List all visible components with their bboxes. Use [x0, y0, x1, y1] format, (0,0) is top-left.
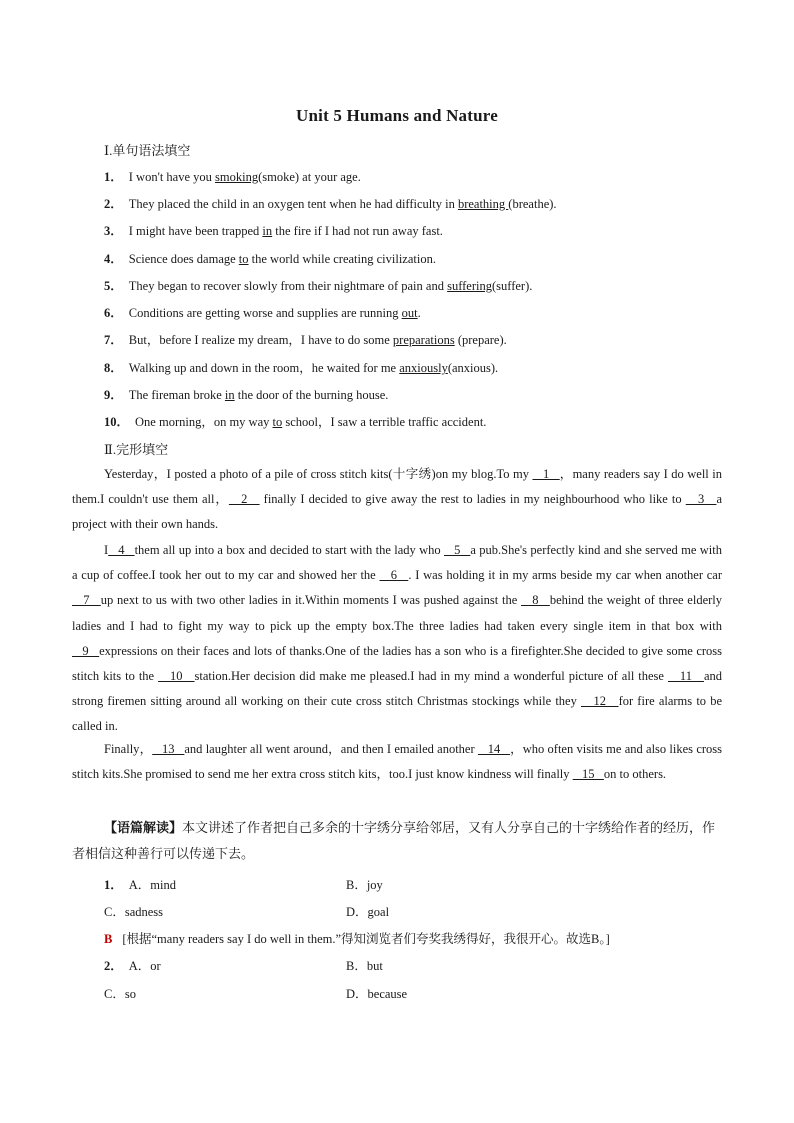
passage-text: finally I decided to give away the rest to ladies in my neighbourhood who like to — [259, 492, 686, 507]
section-heading-cloze: Ⅱ.完形填空 — [104, 442, 169, 457]
item-text: the world while creating civilization. — [248, 252, 436, 266]
passage-text: station.Her decision did make me pleased.I had in my mind a wonderful picture of all these — [194, 669, 668, 684]
item-answer: suffering — [447, 279, 492, 293]
item-number: 2． — [104, 197, 123, 211]
item-text: Walking up and down in the room，he waited for me — [128, 361, 400, 375]
analysis-text: 本文讲述了作者把自己多余的十字绣分享给邻居，又有人分享自己的十字绣给作者的经历，作者相信这种善行可以传递下去。 — [72, 820, 716, 861]
answer-letter: B — [104, 932, 113, 946]
option-c: C．so — [104, 987, 136, 1001]
passage-text: and strong firemen sitting around all working on their cute cross stitch Christmas stockings while they — [72, 669, 722, 709]
item-answer: out — [401, 306, 418, 320]
item-text: The fireman broke — [128, 388, 225, 402]
item-answer: to — [238, 252, 249, 266]
grammar-item — [104, 249, 436, 267]
item-text: They placed the child in an oxygen tent when he had difficulty in — [128, 197, 458, 211]
passage-text: Yesterday，I posted a photo of a pile of cross stitch kits(十字绣)on my blog.To my — [104, 467, 533, 481]
passage-text: a project with their own hands. — [72, 492, 722, 532]
item-text: (smoke) at your age. — [258, 170, 361, 184]
option-d: D．because — [346, 987, 408, 1001]
blank-6: 6 — [379, 568, 409, 583]
grammar-item — [104, 194, 557, 212]
passage-analysis — [72, 815, 722, 867]
passage-text: a pub.She's perfectly kind and she served me with a cup of coffee.I took her out to my car and showed her the — [72, 543, 722, 583]
item-number: 5． — [104, 279, 123, 293]
item-answer: to — [272, 415, 283, 429]
item-number: 9． — [104, 388, 123, 402]
item-text: (anxious). — [447, 361, 499, 375]
item-text: the fire if I had not run away fast. — [272, 224, 443, 238]
item-answer: smoking — [215, 170, 259, 184]
blank-11: 11 — [667, 669, 704, 684]
answer-explanation: [根据“many readers say I do well in them.”得知浏览者们夸奖我绣得好，我很开心。故选B。] — [122, 932, 610, 946]
blank-4: 4 — [108, 543, 135, 557]
cloze-paragraph-1 — [72, 462, 722, 538]
question-number: 1． — [104, 878, 123, 892]
passage-text: behind the weight of three elderly ladies and I had to fight my way to pick up the empty box.The three ladies had taken every single item in that box with — [72, 593, 723, 633]
item-text: school，I saw a terrible traffic accident. — [282, 415, 487, 429]
grammar-item — [104, 303, 421, 321]
passage-text: expressions on their faces and lots of thanks.One of the ladies has a son who is a firefighter.She decided to give some cross stitch kits to the — [72, 643, 723, 684]
blank-8: 8 — [521, 593, 550, 608]
blank-1: 1 — [532, 467, 560, 481]
item-number: 3． — [104, 224, 123, 238]
blank-9: 9 — [72, 643, 100, 658]
blank-13: 13 — [152, 742, 185, 756]
option-b: B．joy — [346, 878, 383, 892]
page-title: Unit 5 Humans and Nature — [296, 106, 498, 125]
item-number: 4． — [104, 252, 123, 266]
answer-key — [104, 929, 610, 947]
item-text: Conditions are getting worse and supplies are running — [128, 306, 402, 320]
item-answer: in — [262, 224, 273, 238]
blank-2: 2 — [228, 492, 260, 507]
passage-text: them all up into a box and decided to start with the lady who — [134, 543, 444, 557]
grammar-item — [104, 221, 443, 239]
item-text: They began to recover slowly from their nightmare of pain and — [128, 279, 448, 293]
item-text: Science does damage — [128, 252, 239, 266]
passage-text: on to others. — [603, 767, 667, 782]
blank-14: 14 — [477, 742, 511, 756]
analysis-tag: 【语篇解读】 — [104, 820, 183, 835]
option-c: C．sadness — [104, 905, 164, 919]
grammar-item — [104, 385, 388, 403]
item-text: . — [417, 306, 421, 320]
question-number: 2． — [104, 959, 123, 973]
item-answer: breathing — [457, 197, 509, 211]
item-text: But，before I realize my dream，I have to do some — [128, 333, 393, 347]
blank-3: 3 — [685, 492, 717, 507]
grammar-item — [104, 330, 507, 348]
item-answer: anxiously — [399, 361, 448, 375]
question-option — [104, 875, 176, 893]
blank-15: 15 — [572, 767, 604, 782]
option-b: B．but — [346, 959, 383, 973]
grammar-item — [104, 167, 361, 185]
passage-text: for fire alarms to be called in. — [72, 694, 723, 734]
section-heading-grammar: Ⅰ.单句语法填空 — [104, 143, 191, 158]
item-text: (prepare). — [454, 333, 507, 347]
item-text: (suffer). — [491, 279, 533, 293]
passage-text: up next to us with two other ladies in it.Within moments I was pushed against the — [100, 593, 522, 608]
passage-text: . I was holding it in my arms beside my car when another car — [408, 568, 723, 583]
passage-text: and laughter all went around，and then I emailed another — [184, 742, 478, 756]
grammar-item — [104, 412, 486, 430]
passage-text: ，many readers say I do well in them.I couldn't use them all， — [72, 467, 722, 507]
item-number: 6． — [104, 306, 123, 320]
question-option — [104, 956, 161, 974]
grammar-item — [104, 358, 498, 376]
item-text: the door of the burning house. — [234, 388, 389, 402]
blank-7: 7 — [72, 593, 101, 608]
passage-text: I — [104, 543, 109, 557]
item-text: I might have been trapped — [128, 224, 263, 238]
item-answer: preparations — [392, 333, 455, 347]
option-d: D．goal — [346, 905, 390, 919]
cloze-paragraph-3 — [72, 737, 722, 787]
item-number: 1． — [104, 170, 123, 184]
item-number: 10． — [104, 415, 130, 429]
item-text: I won't have you — [128, 170, 216, 184]
passage-text: Finally， — [104, 742, 153, 756]
option-a: A．or — [128, 959, 161, 973]
blank-5: 5 — [444, 543, 471, 557]
item-number: 8． — [104, 361, 123, 375]
item-text: (breathe). — [508, 197, 557, 211]
blank-12: 12 — [581, 694, 619, 709]
grammar-item — [104, 276, 532, 294]
item-text: One morning，on my way — [135, 415, 273, 429]
item-number: 7． — [104, 333, 123, 347]
item-answer: in — [224, 388, 235, 402]
cloze-paragraph-2 — [72, 538, 722, 740]
option-a: A．mind — [128, 878, 176, 892]
passage-text: ，who often visits me and also likes cross stitch kits.She promised to send me her extra cross stitch kits，too.I just know kindness will finally — [72, 742, 723, 782]
blank-10: 10 — [158, 669, 195, 684]
